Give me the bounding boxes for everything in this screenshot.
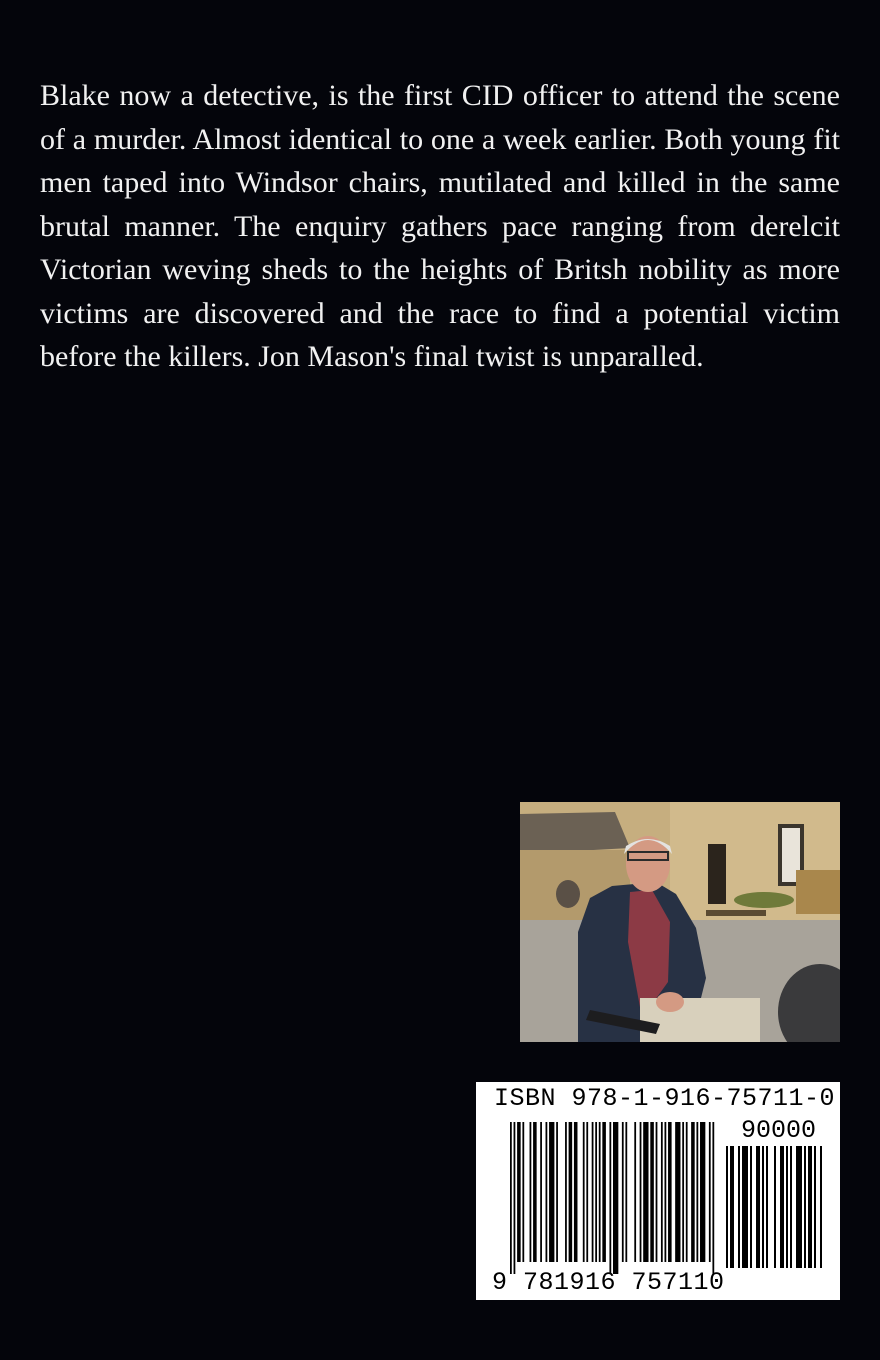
barcode-main-bars (510, 1122, 716, 1274)
barcode (476, 1082, 840, 1300)
blurb-text: Blake now a detective, is the first CID officer to attend the scene of a murder. Almost identical to one a week earlier. Both young fit men taped into Windsor chairs, mutilated and killed in the same brutal manner. The enquiry gathers pace ranging from derelcit Victorian weving sheds to the heights of Britsh nobility as more victims are discovered and the race to find a potential victim before the killers. Jon Mason's final twist is unparalled. (40, 79, 840, 373)
isbn-label: ISBN 978-1-916-75711-0 (494, 1084, 836, 1113)
barcode-digits: 9 781916 757110 (492, 1268, 725, 1297)
barcode-addon-bars (726, 1146, 822, 1268)
author-photo (520, 802, 840, 1042)
author-photo-image (520, 802, 840, 1042)
barcode-addon-label: 90000 (741, 1116, 817, 1145)
